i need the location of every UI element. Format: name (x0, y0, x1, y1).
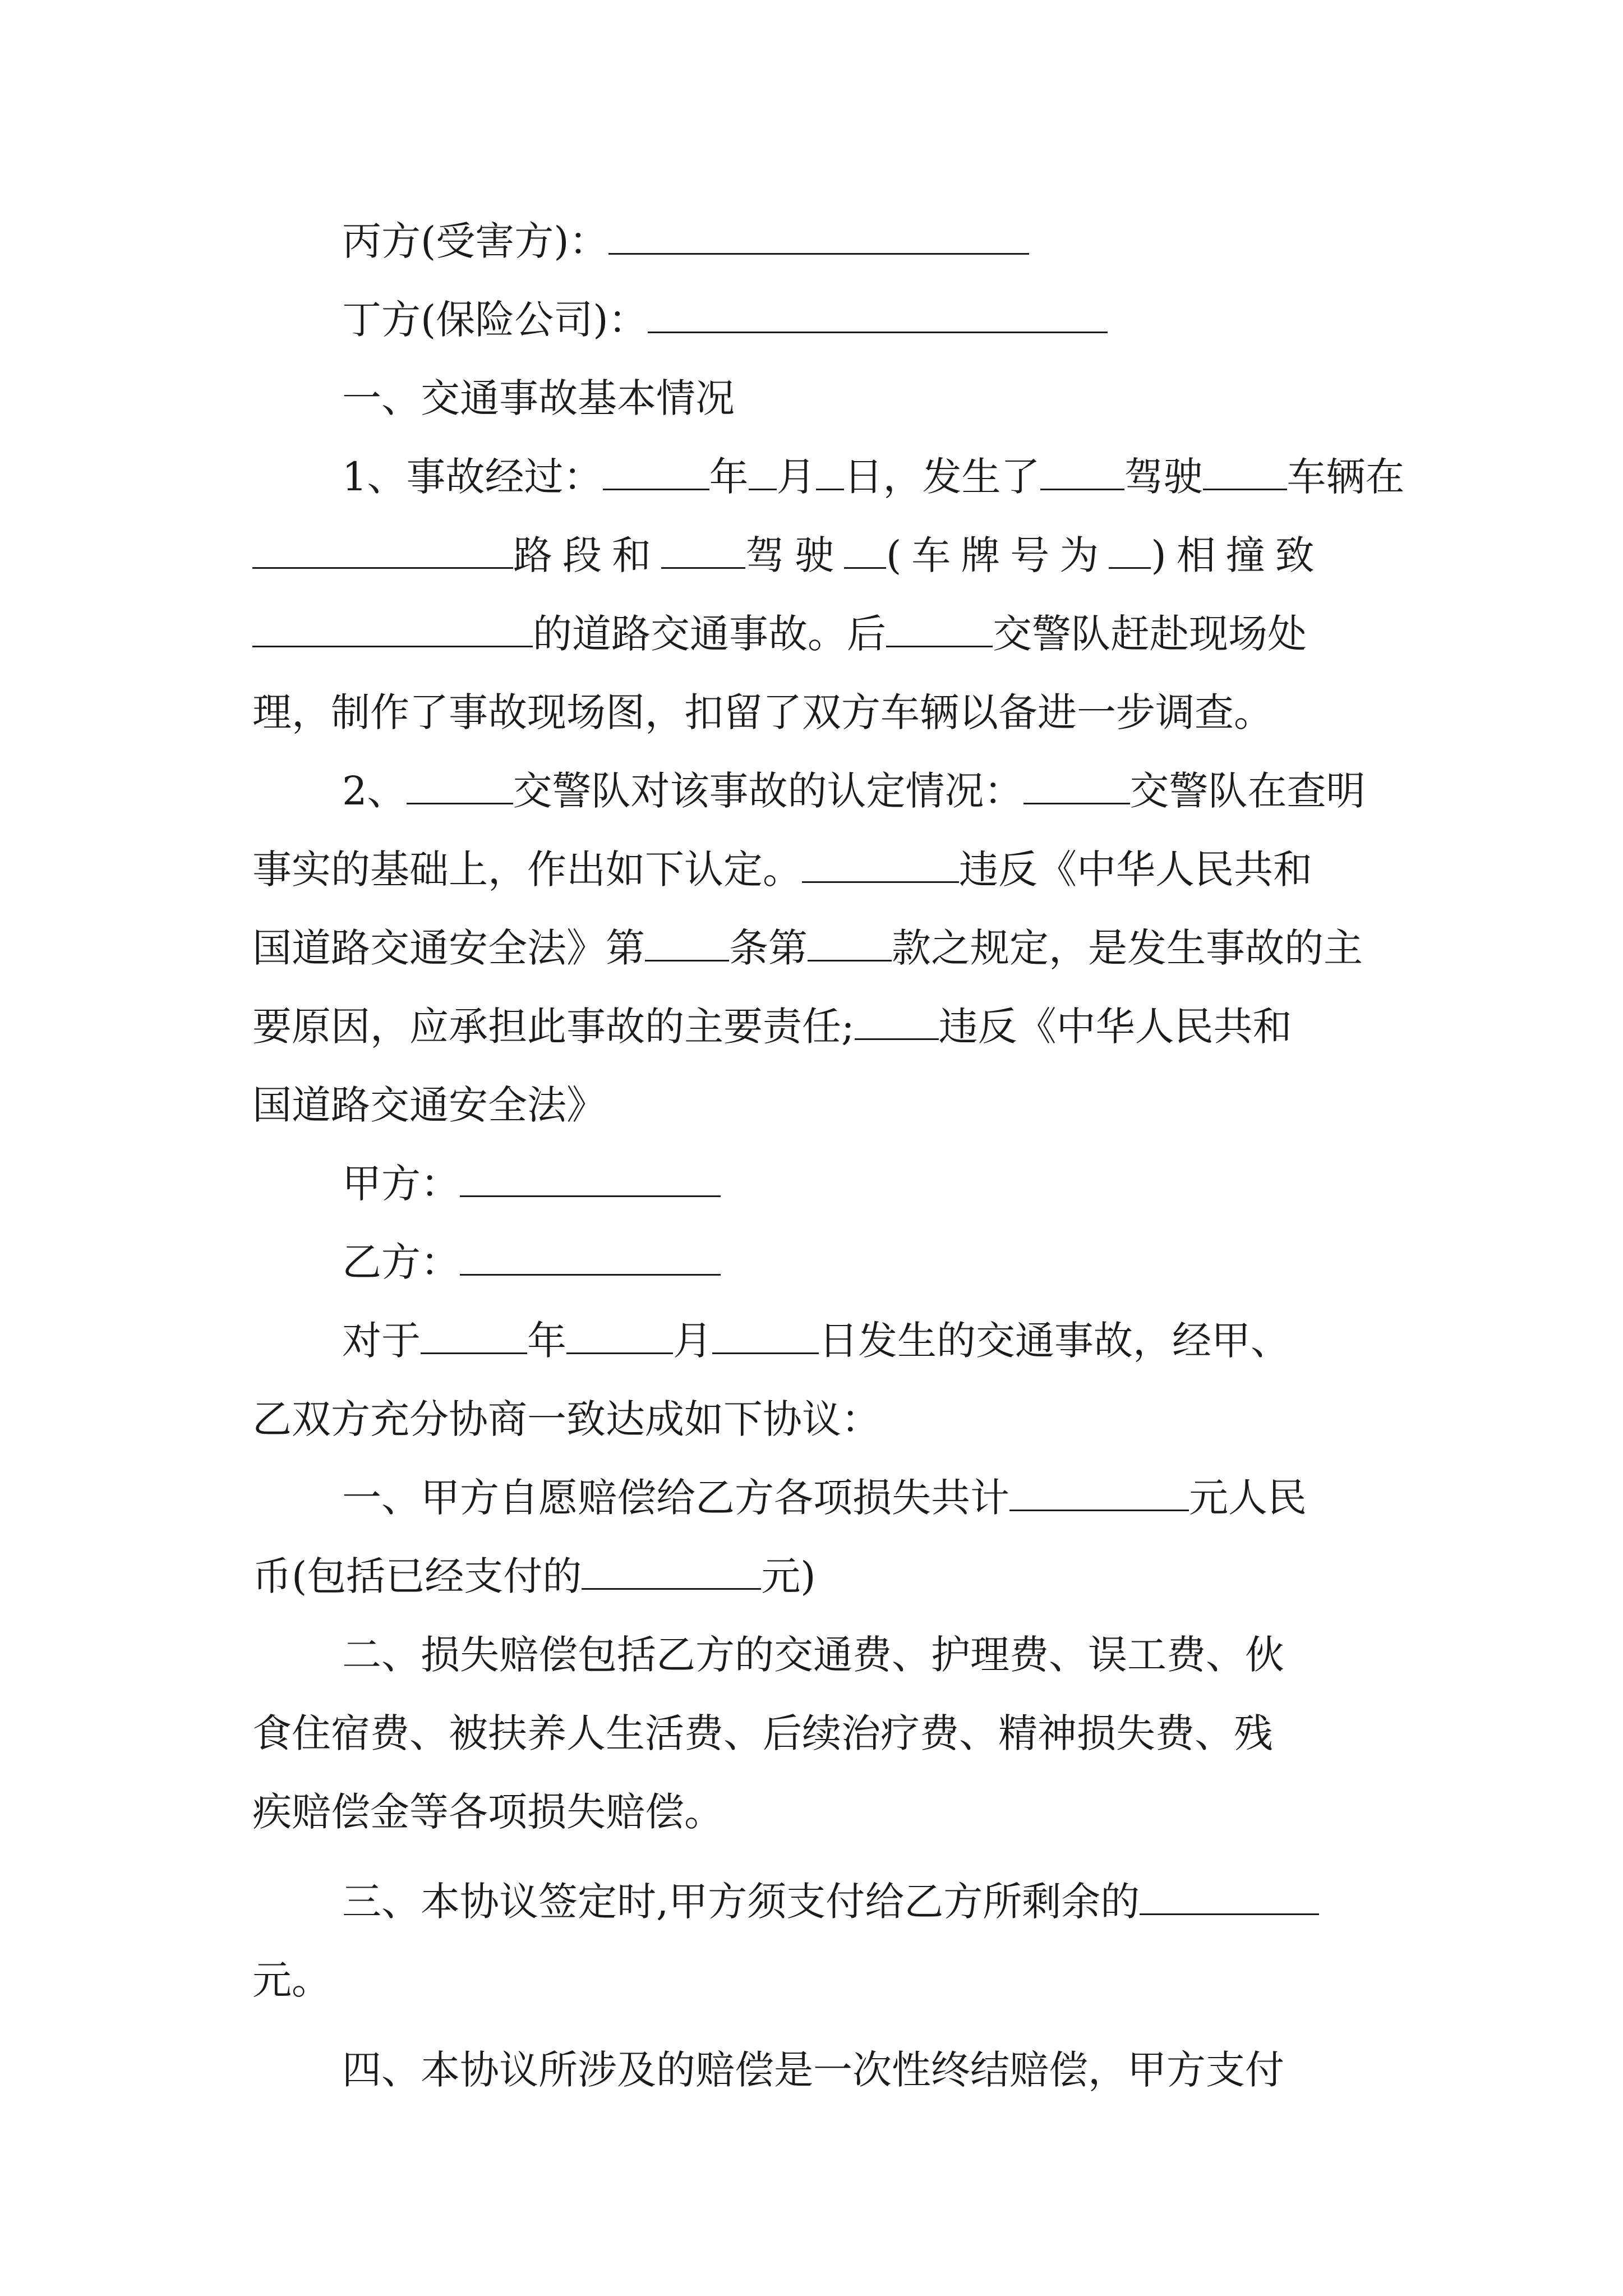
text-run: 币(包括已经支付的 (252, 1553, 582, 1599)
text-run: 对于 (342, 1318, 421, 1364)
text-run: (车牌号为 (886, 532, 1109, 578)
blank-field[interactable] (749, 456, 777, 490)
blank-field[interactable] (252, 535, 513, 569)
blank-field[interactable] (1203, 456, 1287, 490)
paragraph-1-line-1 (252, 438, 1405, 516)
paragraph-2-line-2 (252, 830, 1391, 909)
party-yi-label: 乙方： (342, 1239, 460, 1285)
party-jia-blank[interactable] (460, 1163, 721, 1197)
blank-field[interactable] (1009, 1477, 1189, 1511)
paragraph-7-line-1: 四、本协议所涉及的赔偿是一次性终结赔偿，甲方支付 (342, 2047, 1284, 2093)
text-run: 年 (709, 454, 749, 500)
party-yi-blank[interactable] (460, 1241, 721, 1276)
party-jia-line (252, 1144, 1391, 1223)
blank-field[interactable] (645, 927, 729, 961)
text-run: )相撞致 (1151, 532, 1325, 578)
paragraph-2-line-1 (252, 752, 1391, 830)
text-run: 要原因，应承担此事故的主要责任; (252, 1004, 855, 1050)
text-run: 国道路交通安全法》第 (252, 925, 645, 971)
section-title: 一、交通事故基本情况 (342, 375, 735, 421)
blank-field[interactable] (582, 1556, 761, 1590)
text-run: 违反《中华人民共和 (938, 1004, 1292, 1050)
text-run: 元人民 (1189, 1475, 1307, 1521)
party-ding-line (252, 280, 1391, 359)
party-bing-line (252, 202, 1391, 280)
blank-field[interactable] (1109, 535, 1151, 569)
blank-field[interactable] (808, 927, 892, 961)
text-run: 日发生的交通事故，经甲、 (819, 1318, 1290, 1364)
paragraph-4-line-2 (252, 1537, 1391, 1616)
paragraph-5-line-3: 疾赔偿金等各项损失赔偿。 (252, 1789, 723, 1835)
blank-field[interactable] (844, 535, 886, 569)
text-run: 违反《中华人民共和 (959, 846, 1312, 892)
paragraph-5-line-1: 二、损失赔偿包括乙方的交通费、护理费、误工费、伙 (342, 1632, 1284, 1678)
text-run: 驾驶 (745, 532, 844, 578)
text-run: 月 (673, 1318, 712, 1364)
text-run: 1、事故经过： (342, 454, 603, 500)
paragraph-3-line-1 (252, 1301, 1391, 1380)
text-run: 交警队对该事故的认定情况： (513, 768, 1023, 814)
party-yi-line (252, 1223, 1391, 1301)
paragraph-6-line-2: 元。 (252, 1957, 331, 2003)
text-run: 交警队赶赴现场处 (993, 611, 1307, 657)
text-run: 事实的基础上，作出如下认定。 (252, 846, 802, 892)
blank-field[interactable] (1023, 770, 1130, 804)
text-run: 的道路交通事故。后 (533, 611, 886, 657)
blank-field[interactable] (1040, 456, 1124, 490)
text-run: 交警队在查明 (1129, 768, 1366, 814)
paragraph-1-line-3 (252, 595, 1391, 673)
blank-field[interactable] (802, 849, 959, 883)
party-bing-label: 丙方(受害方)： (342, 218, 608, 264)
blank-field[interactable] (855, 1006, 939, 1040)
paragraph-2-line-5: 国道路交通安全法》 (252, 1082, 606, 1128)
party-bing-blank[interactable] (608, 220, 1029, 255)
paragraph-3-line-2: 乙双方充分协商一致达成如下协议： (252, 1396, 880, 1442)
text-run: 驾驶 (1124, 454, 1203, 500)
party-jia-label: 甲方： (342, 1161, 460, 1207)
paragraph-2-line-4 (252, 987, 1391, 1066)
party-ding-label: 丁方(保险公司)： (342, 297, 648, 343)
paragraph-4-line-1 (252, 1458, 1391, 1537)
text-run: 三、本协议签定时,甲方须支付给乙方所剩余的 (342, 1879, 1140, 1925)
blank-field[interactable] (1140, 1881, 1319, 1915)
paragraph-6-line-1 (252, 1862, 1391, 1941)
text-run: 日，发生了 (843, 454, 1040, 500)
text-run: 车辆在 (1287, 454, 1405, 500)
text-run: 条第 (729, 925, 808, 971)
party-ding-blank[interactable] (648, 299, 1108, 333)
agreement-text (252, 202, 1405, 2109)
blank-field[interactable] (816, 456, 844, 490)
text-run: 年 (527, 1318, 566, 1364)
blank-field[interactable] (712, 1320, 819, 1354)
blank-field[interactable] (886, 613, 993, 647)
blank-field[interactable] (421, 1320, 527, 1354)
blank-field[interactable] (407, 770, 513, 804)
paragraph-2-line-3 (252, 909, 1391, 987)
paragraph-1-line-2 (252, 516, 1391, 595)
text-run: 一、甲方自愿赔偿给乙方各项损失共计 (342, 1475, 1009, 1521)
paragraph-1-line-4: 理，制作了事故现场图，扣留了双方车辆以备进一步调查。 (252, 689, 1273, 735)
blank-field[interactable] (603, 456, 709, 490)
text-run: 2、 (342, 768, 407, 814)
blank-field[interactable] (252, 613, 533, 647)
paragraph-5-line-2: 食住宿费、被扶养人生活费、后续治疗费、精神损失费、残 (252, 1710, 1273, 1756)
text-run: 月 (776, 454, 816, 500)
text-run: 款之规定，是发生事故的主 (892, 925, 1363, 971)
text-run: 路段和 (513, 532, 661, 578)
blank-field[interactable] (661, 535, 745, 569)
blank-field[interactable] (566, 1320, 673, 1354)
text-run: 元) (761, 1553, 816, 1599)
